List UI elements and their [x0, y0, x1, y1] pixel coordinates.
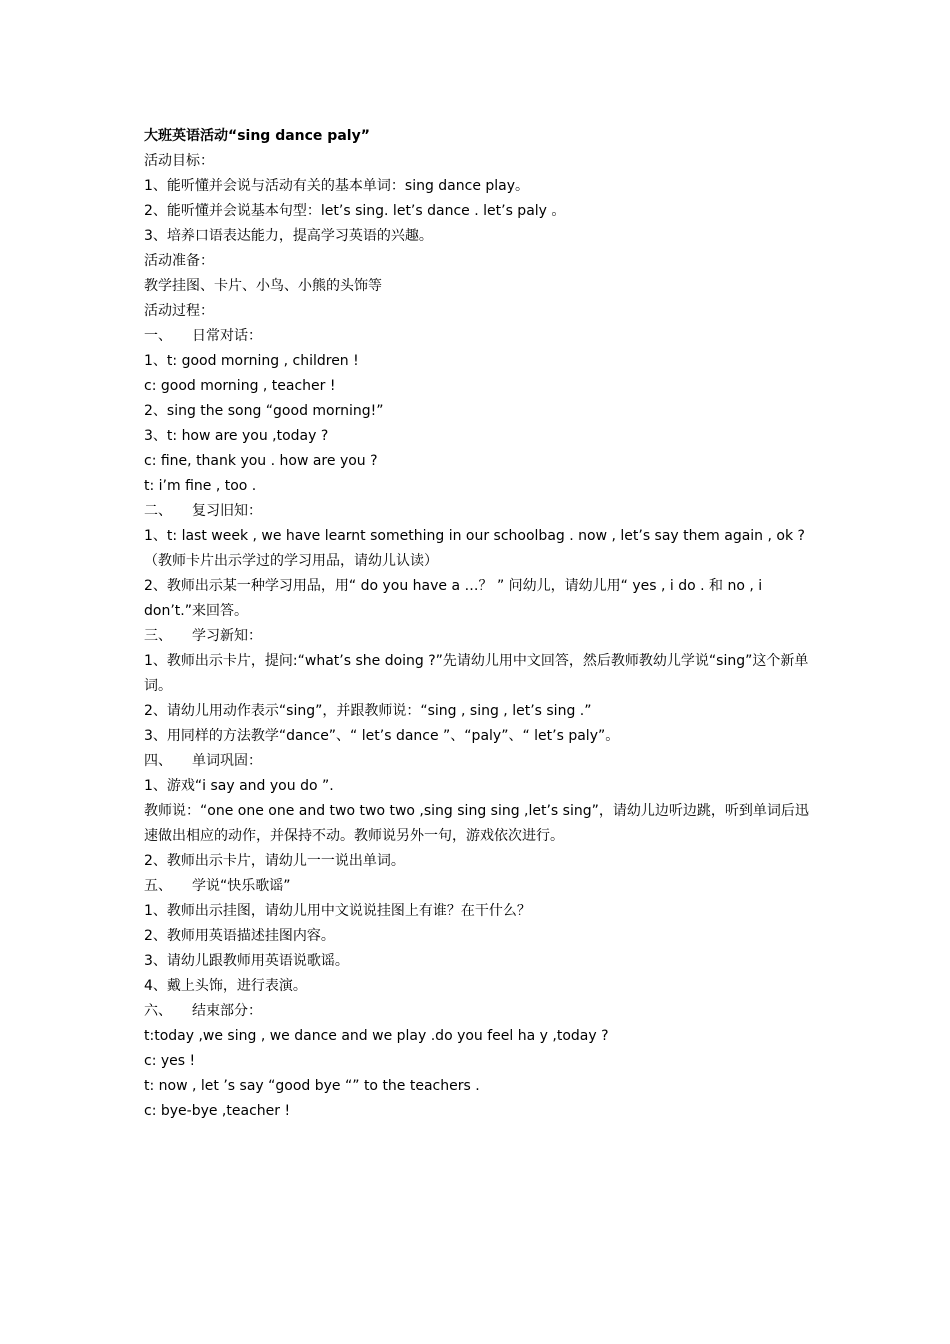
document-page [144, 124, 809, 1124]
goal-item: 1、能听懂并会说与活动有关的基本单词：sing dance play。 [144, 178, 530, 194]
section-line: c: bye-bye ,teacher ! [144, 1103, 291, 1119]
section-heading [144, 499, 809, 524]
section-heading [144, 874, 809, 899]
section-heading [144, 999, 809, 1024]
document-title: 大班英语活动“sing dance paly” [144, 128, 370, 144]
section-title: 复习旧知： [192, 503, 262, 519]
section-line: 2、请幼儿用动作表示“sing”，并跟教师说：“sing , sing , let’s sing .” [144, 703, 592, 719]
section-line: 3、t: how are you ,today ? [144, 428, 329, 444]
section-line: c: yes ! [144, 1053, 196, 1069]
section-title: 日常对话： [192, 328, 262, 344]
section-line: 2、教师出示卡片，请幼儿一一说出单词。 [144, 853, 405, 869]
section-line: 1、游戏“i say and you do ”. [144, 778, 334, 794]
section-line: t: now , let ’s say “good bye “” to the teachers . [144, 1078, 480, 1094]
section-line: 3、请幼儿跟教师用英语说歌谣。 [144, 953, 349, 969]
section-line: 2、教师出示某一种学习用品，用“ do you have a …？ ” 问幼儿，请幼儿用“ yes , i do . 和 no , i don’t.”来回答。 [144, 578, 763, 619]
prep-text: 教学挂图、卡片、小鸟、小熊的头饰等 [144, 278, 382, 294]
section-line: 3、用同样的方法教学“dance”、“ let’s dance ”、“paly”、“ let’s paly”。 [144, 728, 620, 744]
goals-label: 活动目标： [144, 153, 214, 169]
section-line: 1、t: last week , we have learnt something in our schoolbag . now , let’s say them again , ok ? [144, 528, 805, 544]
section-line: c: good morning , teacher ! [144, 378, 336, 394]
goal-item: 3、培养口语表达能力，提高学习英语的兴趣。 [144, 228, 433, 244]
process-label: 活动过程： [144, 303, 214, 319]
section-heading [144, 324, 809, 349]
section-line: 2、教师用英语描述挂图内容。 [144, 928, 335, 944]
section-title: 学习新知： [192, 628, 262, 644]
section-number: 三、 [144, 628, 172, 644]
section-heading [144, 624, 809, 649]
section-title: 结束部分： [192, 1003, 262, 1019]
section-title: 学说“快乐歌谣” [192, 878, 291, 894]
section-line: 1、教师出示卡片，提问:“what’s she doing ?”先请幼儿用中文回答，然后教师教幼儿学说“sing”这个新单词。 [144, 653, 809, 694]
section-line: t: i’m fine , too . [144, 478, 257, 494]
section-line: c: fine, thank you . how are you ? [144, 453, 378, 469]
section-title: 单词巩固： [192, 753, 262, 769]
section-line: t:today ,we sing , we dance and we play .do you feel ha y ,today ? [144, 1028, 609, 1044]
section-line: 1、t: good morning , children ! [144, 353, 359, 369]
section-number: 一、 [144, 328, 172, 344]
section-number: 五、 [144, 878, 172, 894]
section-line: 1、教师出示挂图，请幼儿用中文说说挂图上有谁？在干什么？ [144, 903, 531, 919]
section-line: 教师说：“one one one and two two two ,sing sing sing ,let’s sing”，请幼儿边听边跳，听到单词后迅速做出相应的动作，并保持不动。教师说另外一句，游戏依次进行。 [144, 803, 809, 844]
section-number: 二、 [144, 503, 172, 519]
prep-label: 活动准备： [144, 253, 214, 269]
section-heading [144, 749, 809, 774]
section-line: 4、戴上头饰，进行表演。 [144, 978, 307, 994]
section-number: 六、 [144, 1003, 172, 1019]
goal-item: 2、能听懂并会说基本句型：let’s sing. let’s dance . let’s paly 。 [144, 203, 566, 219]
section-line: 2、sing the song “good morning!” [144, 403, 384, 419]
section-number: 四、 [144, 753, 172, 769]
section-line: （教师卡片出示学过的学习用品，请幼儿认读） [144, 553, 438, 569]
